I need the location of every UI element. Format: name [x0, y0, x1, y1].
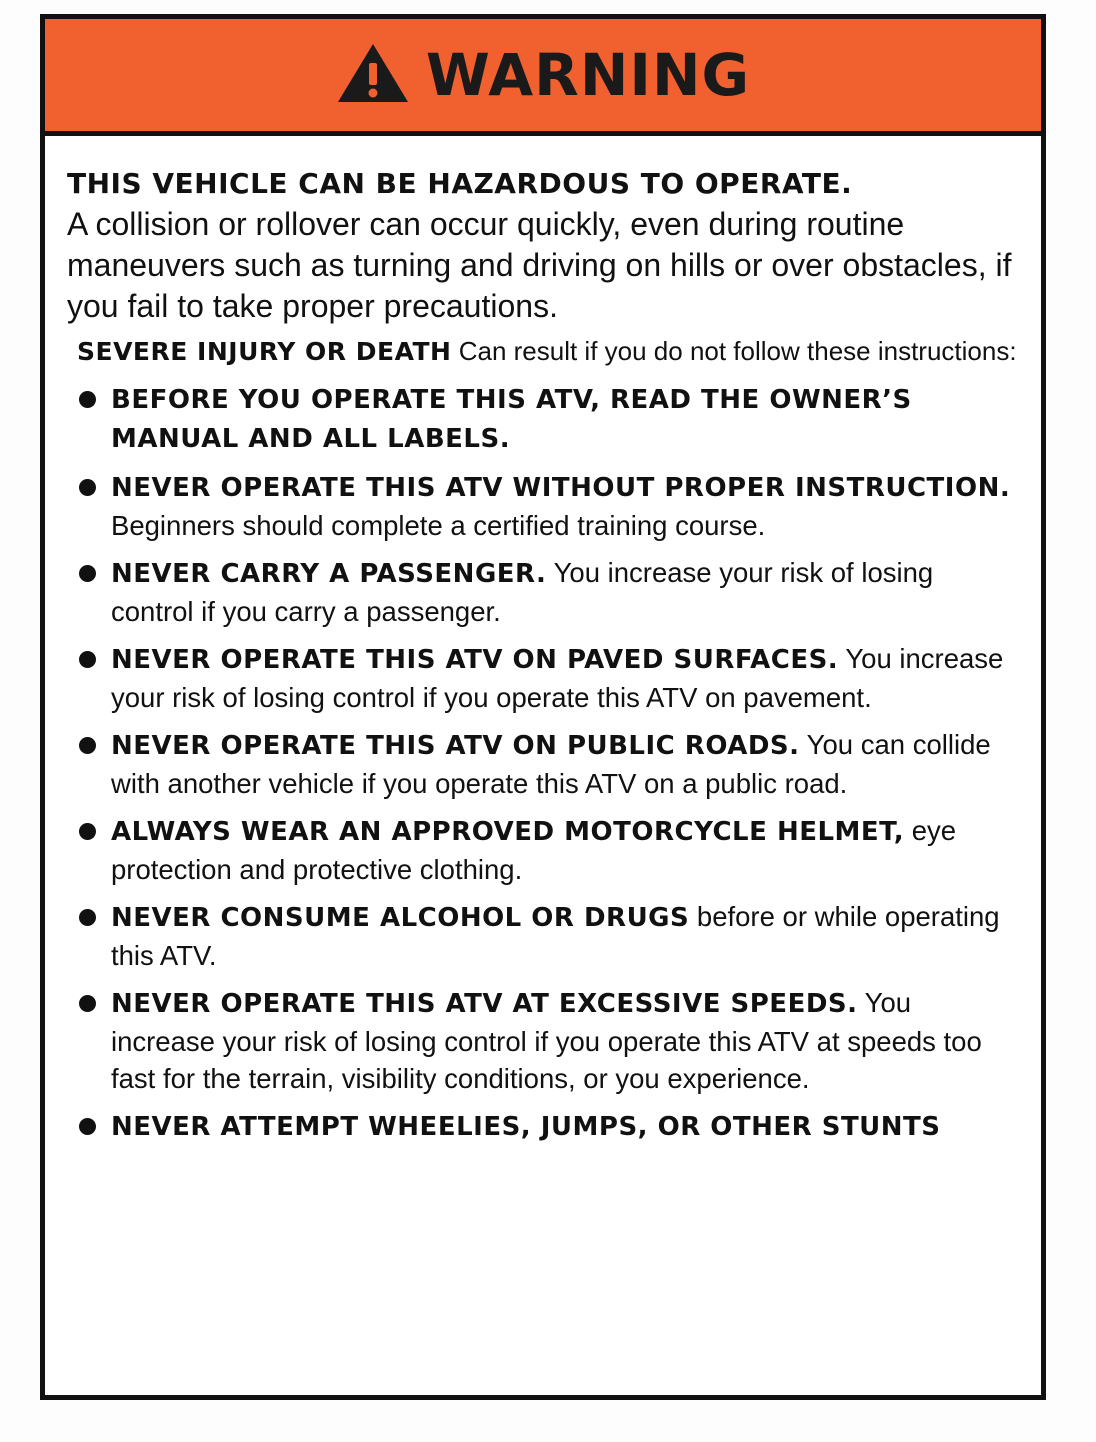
item-text: You can collide with another vehicle if you operate this ATV on a public road.	[111, 729, 991, 799]
bullet-dot-icon	[79, 391, 96, 408]
lead-text: A collision or rollover can occur quickly, even during routine maneuvers such as turning and driving on hills or over obstacles, if you fail to take proper precautions.	[67, 206, 1012, 324]
item-text: You increase your risk of losing control if you operate this ATV at speeds too fast for the terrain, visibility conditions, or you experience.	[111, 987, 982, 1094]
severe-text: Can result if you do not follow these instructions:	[451, 336, 1017, 366]
warning-triangle-icon	[336, 41, 410, 105]
bullet-dot-icon	[79, 909, 96, 926]
warning-title: WARNING	[425, 41, 751, 109]
list-item	[67, 984, 1011, 1097]
list-item	[67, 380, 1011, 458]
bullet-dot-icon	[79, 995, 96, 1012]
warning-body	[67, 164, 1027, 1156]
item-bold: NEVER OPERATE THIS ATV AT EXCESSIVE SPEEDS.	[111, 989, 858, 1019]
list-item	[67, 468, 1011, 544]
bullet-dot-icon	[79, 737, 96, 754]
bullet-dot-icon	[79, 565, 96, 582]
list-item	[67, 1107, 1011, 1146]
item-bold: NEVER CONSUME ALCOHOL OR DRUGS	[111, 903, 690, 933]
severe-injury-statement	[77, 333, 1017, 370]
warning-header	[45, 19, 1041, 136]
item-bold: ALWAYS WEAR AN APPROVED MOTORCYCLE HELMET,	[111, 817, 905, 847]
list-item	[67, 726, 1011, 802]
bullet-dot-icon	[79, 823, 96, 840]
instruction-list	[67, 380, 1027, 1146]
item-bold: NEVER OPERATE THIS ATV WITHOUT PROPER INSTRUCTION.	[111, 473, 1011, 503]
list-item	[67, 898, 1011, 974]
item-bold: NEVER OPERATE THIS ATV ON PUBLIC ROADS.	[111, 731, 800, 761]
lead-heading: THIS VEHICLE CAN BE HAZARDOUS TO OPERATE.	[67, 167, 853, 200]
item-text: before or while operating this ATV.	[111, 901, 1000, 971]
bullet-dot-icon	[79, 479, 96, 496]
item-bold: NEVER OPERATE THIS ATV ON PAVED SURFACES.	[111, 645, 839, 675]
bullet-dot-icon	[79, 651, 96, 668]
list-item	[67, 554, 1011, 630]
item-bold: BEFORE YOU OPERATE THIS ATV, READ THE OWNER’S MANUAL AND ALL LABELS.	[111, 385, 912, 454]
item-bold: NEVER ATTEMPT WHEELIES, JUMPS, OR OTHER STUNTS	[111, 1112, 941, 1142]
list-item	[67, 640, 1011, 716]
list-item	[67, 812, 1011, 888]
bullet-dot-icon	[79, 1118, 96, 1135]
warning-label	[40, 14, 1046, 1400]
item-bold: NEVER CARRY A PASSENGER.	[111, 559, 547, 589]
item-text: eye protection and protective clothing.	[111, 815, 957, 885]
item-text: Beginners should complete a certified training course.	[111, 510, 766, 541]
item-text: You increase your risk of losing control if you carry a passenger.	[111, 557, 934, 627]
item-text: You increase your risk of losing control if you operate this ATV on pavement.	[111, 643, 1004, 713]
severe-bold: SEVERE INJURY OR DEATH	[77, 337, 452, 366]
